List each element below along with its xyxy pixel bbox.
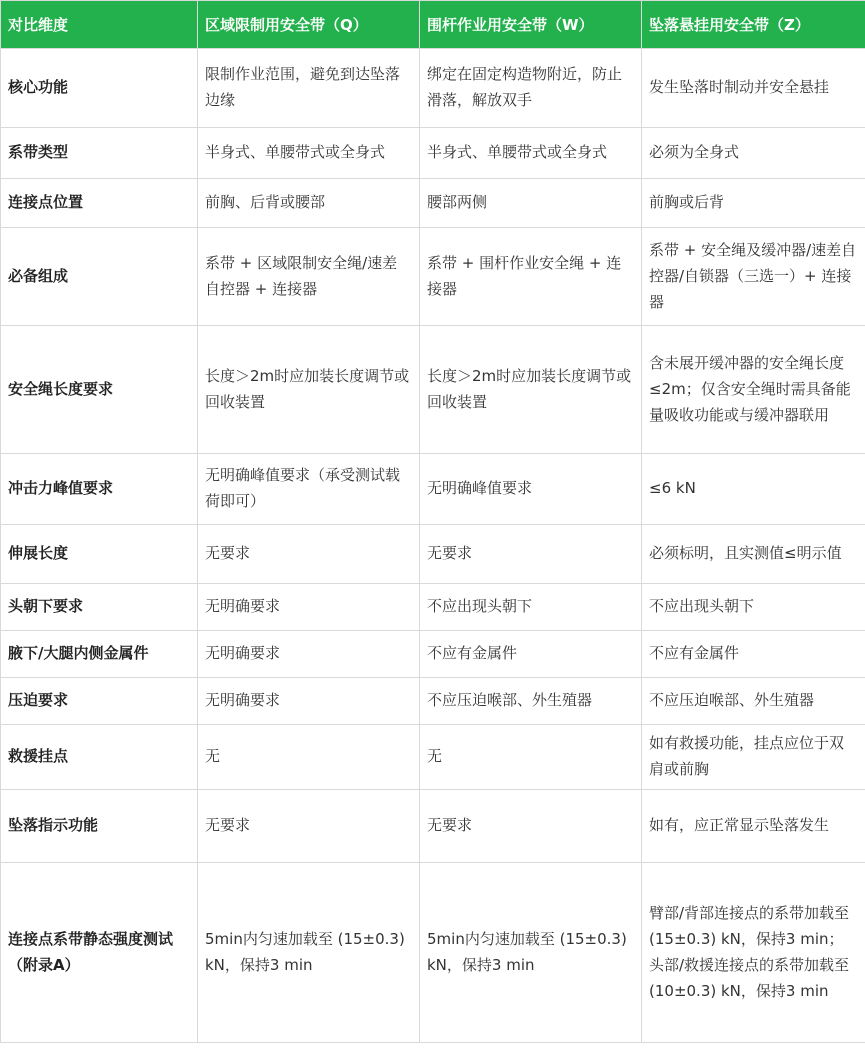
cell-q: 无明确要求 [198,631,420,678]
table-row [1,584,865,631]
cell-w: 长度＞2m时应加装长度调节或回收装置 [420,326,642,454]
row-dimension: 必备组成 [1,228,198,326]
table-row [1,631,865,678]
cell-w: 无 [420,725,642,790]
cell-z: 前胸或后背 [642,179,865,228]
header-w-belt: 围杆作业用安全带（W） [420,1,642,49]
cell-z: 如有救援功能，挂点应位于双肩或前胸 [642,725,865,790]
cell-q: 限制作业范围，避免到达坠落边缘 [198,49,420,128]
cell-q: 前胸、后背或腰部 [198,179,420,228]
table-row [1,49,865,128]
cell-w: 不应出现头朝下 [420,584,642,631]
table-row [1,725,865,790]
row-dimension: 核心功能 [1,49,198,128]
table-row [1,228,865,326]
cell-z: 臂部/背部连接点的系带加载至 (15±0.3) kN，保持3 min；头部/救援连接点的系带加载至 (10±0.3) kN，保持3 min [642,863,865,1043]
cell-z: 不应压迫喉部、外生殖器 [642,678,865,725]
table-row [1,454,865,525]
cell-w: 绑定在固定构造物附近，防止滑落，解放双手 [420,49,642,128]
cell-w: 5min内匀速加载至 (15±0.3) kN，保持3 min [420,863,642,1043]
cell-z: 系带 + 安全绳及缓冲器/速差自控器/自锁器（三选一）+ 连接器 [642,228,865,326]
table-row [1,863,865,1043]
table-row [1,525,865,584]
table-header [1,1,865,49]
row-dimension: 伸展长度 [1,525,198,584]
cell-z: 必须为全身式 [642,128,865,179]
row-dimension: 救援挂点 [1,725,198,790]
table-row [1,678,865,725]
cell-q: 无明确要求 [198,678,420,725]
cell-w: 无要求 [420,790,642,863]
cell-z: 必须标明，且实测值≤明示值 [642,525,865,584]
table-row [1,128,865,179]
header-z-belt: 坠落悬挂用安全带（Z） [642,1,865,49]
row-dimension: 腋下/大腿内侧金属件 [1,631,198,678]
row-dimension: 连接点系带静态强度测试（附录A） [1,863,198,1043]
table-row [1,326,865,454]
cell-z: 如有，应正常显示坠落发生 [642,790,865,863]
cell-z: 发生坠落时制动并安全悬挂 [642,49,865,128]
cell-w: 不应有金属件 [420,631,642,678]
cell-q: 长度＞2m时应加装长度调节或回收装置 [198,326,420,454]
cell-q: 无要求 [198,790,420,863]
table-row [1,179,865,228]
row-dimension: 坠落指示功能 [1,790,198,863]
header-row [1,1,865,49]
cell-q: 无明确峰值要求（承受测试载荷即可） [198,454,420,525]
cell-w: 无明确峰值要求 [420,454,642,525]
cell-q: 无要求 [198,525,420,584]
header-q-belt: 区域限制用安全带（Q） [198,1,420,49]
table-body [1,49,865,1043]
cell-w: 不应压迫喉部、外生殖器 [420,678,642,725]
row-dimension: 安全绳长度要求 [1,326,198,454]
row-dimension: 头朝下要求 [1,584,198,631]
cell-z: ≤6 kN [642,454,865,525]
cell-z: 不应有金属件 [642,631,865,678]
cell-w: 无要求 [420,525,642,584]
table-row [1,790,865,863]
row-dimension: 连接点位置 [1,179,198,228]
row-dimension: 压迫要求 [1,678,198,725]
header-dimension: 对比维度 [1,1,198,49]
cell-q: 无明确要求 [198,584,420,631]
cell-z: 含未展开缓冲器的安全绳长度 ≤2m；仅含安全绳时需具备能量吸收功能或与缓冲器联用 [642,326,865,454]
cell-w: 系带 + 围杆作业安全绳 + 连接器 [420,228,642,326]
cell-w: 腰部两侧 [420,179,642,228]
cell-w: 半身式、单腰带式或全身式 [420,128,642,179]
cell-z: 不应出现头朝下 [642,584,865,631]
cell-q: 5min内匀速加载至 (15±0.3) kN，保持3 min [198,863,420,1043]
cell-q: 无 [198,725,420,790]
cell-q: 系带 + 区域限制安全绳/速差自控器 + 连接器 [198,228,420,326]
row-dimension: 冲击力峰值要求 [1,454,198,525]
row-dimension: 系带类型 [1,128,198,179]
cell-q: 半身式、单腰带式或全身式 [198,128,420,179]
